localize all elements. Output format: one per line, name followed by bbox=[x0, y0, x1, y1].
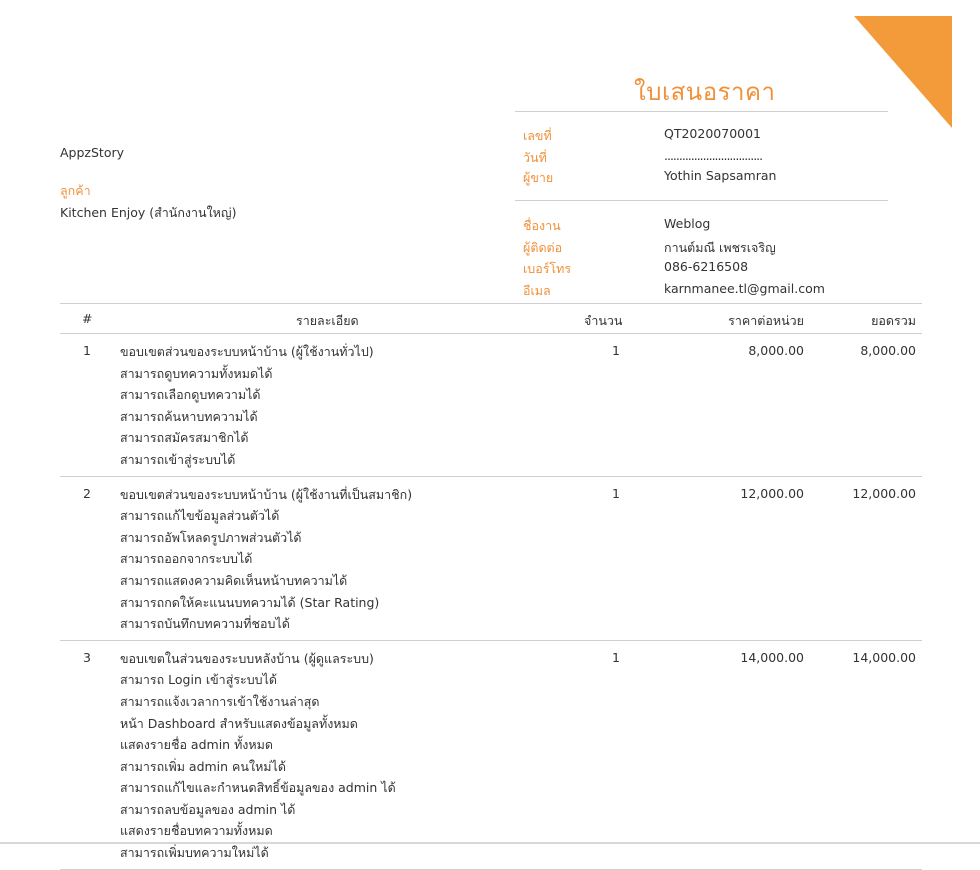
seller-name: Yothin Sapsamran bbox=[664, 168, 777, 183]
item-feature-line: สามารถอัพโหลดรูปภาพส่วนตัวได้ bbox=[120, 529, 302, 545]
table-row bbox=[60, 334, 922, 477]
item-total: 14,000.00 bbox=[852, 649, 916, 665]
table-header bbox=[60, 303, 922, 334]
meta-label: เบอร์โทร bbox=[523, 261, 572, 276]
quote-number: QT2020070001 bbox=[664, 126, 762, 141]
item-number: 2 bbox=[83, 485, 91, 501]
meta-label: อีเมล bbox=[523, 282, 551, 298]
header-description: รายละเอียด bbox=[296, 313, 359, 328]
item-description bbox=[60, 641, 922, 869]
item-feature-line: สามารถดูบทความทั้งหมดได้ bbox=[120, 365, 273, 381]
meta-label: วันที่ bbox=[523, 150, 547, 165]
contact-meta bbox=[523, 216, 883, 302]
project-name: Weblog bbox=[664, 216, 711, 231]
meta-row-contact bbox=[523, 238, 883, 260]
item-total: 12,000.00 bbox=[852, 485, 916, 501]
item-feature-line: สามารถออกจากระบบได้ bbox=[120, 551, 253, 567]
item-feature-line: สามารถค้นหาบทความได้ bbox=[120, 408, 258, 424]
header-unit-price: ราคาต่อหน่วย bbox=[728, 313, 804, 328]
quote-meta bbox=[523, 126, 883, 190]
item-scope-title: ขอบเขตในส่วนของระบบหลังบ้าน (ผู้ดูแลระบบ) bbox=[120, 650, 374, 666]
document-title: ใบเสนอราคา bbox=[634, 78, 776, 106]
item-feature-line: สามารถลบข้อมูลของ admin ได้ bbox=[120, 801, 296, 817]
item-feature-line: แสดงรายชื่อ admin ทั้งหมด bbox=[120, 737, 274, 753]
table-body bbox=[60, 334, 922, 870]
item-feature-line: สามารถบันทึกบทความที่ชอบได้ bbox=[120, 616, 290, 632]
item-feature-line: สามารถเข้าสู่ระบบได้ bbox=[120, 451, 236, 467]
item-number: 1 bbox=[83, 343, 91, 358]
header-quantity: จำนวน bbox=[584, 313, 623, 328]
item-total: 8,000.00 bbox=[860, 343, 916, 358]
item-unit-price: 14,000.00 bbox=[740, 649, 804, 665]
item-quantity: 1 bbox=[612, 485, 620, 501]
item-quantity: 1 bbox=[612, 649, 620, 665]
meta-row-project bbox=[523, 216, 883, 238]
meta-divider bbox=[515, 200, 888, 201]
item-number: 3 bbox=[83, 649, 91, 665]
item-feature-line: แสดงรายชื่อบทความทั้งหมด bbox=[120, 823, 273, 839]
company-name: AppzStory bbox=[60, 145, 125, 160]
item-feature-line: สามารถเพิ่มบทความใหม่ได้ bbox=[120, 845, 269, 861]
quote-items-table bbox=[60, 303, 922, 870]
item-unit-price: 12,000.00 bbox=[740, 485, 804, 501]
item-quantity: 1 bbox=[612, 343, 620, 358]
customer-name: Kitchen Enjoy (สำนักงานใหญ่) bbox=[60, 205, 237, 220]
header-number: # bbox=[82, 311, 93, 326]
item-feature-line: สามารถแก้ไขและกำหนดสิทธิ์ข้อมูลของ admin ได้ bbox=[120, 780, 396, 796]
item-description bbox=[60, 477, 922, 640]
meta-row-number bbox=[523, 126, 883, 148]
item-feature-line: สามารถเลือกดูบทความได้ bbox=[120, 387, 261, 403]
quote-date: ................................. bbox=[664, 148, 763, 163]
item-feature-line: สามารถ Login เข้าสู่ระบบได้ bbox=[120, 672, 278, 688]
meta-row-phone bbox=[523, 259, 883, 281]
item-feature-line: สามารถแก้ไขข้อมูลส่วนตัวได้ bbox=[120, 508, 280, 524]
item-unit-price: 8,000.00 bbox=[748, 343, 804, 358]
meta-row-email bbox=[523, 281, 883, 303]
title-divider bbox=[515, 111, 888, 112]
item-feature-line: สามารถสมัครสมาชิกได้ bbox=[120, 430, 249, 446]
item-scope-title: ขอบเขตส่วนของระบบหน้าบ้าน (ผู้ใช้งานทั่วไป) bbox=[120, 344, 374, 359]
meta-label: เลขที่ bbox=[523, 128, 552, 143]
header-total: ยอดรวม bbox=[871, 313, 916, 328]
meta-row-seller bbox=[523, 168, 883, 190]
contact-name: กานต์มณี เพชรเจริญ bbox=[664, 239, 776, 255]
meta-label: ผู้ติดต่อ bbox=[523, 239, 563, 255]
meta-row-date bbox=[523, 148, 883, 168]
table-row bbox=[60, 477, 922, 641]
item-feature-line: สามารถเพิ่ม admin คนใหม่ได้ bbox=[120, 758, 286, 774]
table-row bbox=[60, 641, 922, 870]
customer-label: ลูกค้า bbox=[60, 183, 91, 198]
item-scope-title: ขอบเขตส่วนของระบบหน้าบ้าน (ผู้ใช้งานที่เป็นสมาชิก) bbox=[120, 486, 413, 502]
phone-number: 086-6216508 bbox=[664, 259, 749, 274]
meta-label: ชื่องาน bbox=[523, 218, 561, 233]
item-feature-line: หน้า Dashboard สำหรับแสดงข้อมูลทั้งหมด bbox=[120, 715, 358, 731]
email-link[interactable]: karnmanee.tl@gmail.com bbox=[664, 280, 825, 296]
meta-label: ผู้ขาย bbox=[523, 170, 554, 185]
item-feature-line: สามารถกดให้คะแนนบทความได้ (Star Rating) bbox=[120, 594, 380, 610]
item-feature-line: สามารถแสดงความคิดเห็นหน้าบทความได้ bbox=[120, 572, 348, 588]
item-feature-line: สามารถแจ้งเวลาการเข้าใช้งานล่าสุด bbox=[120, 693, 320, 709]
